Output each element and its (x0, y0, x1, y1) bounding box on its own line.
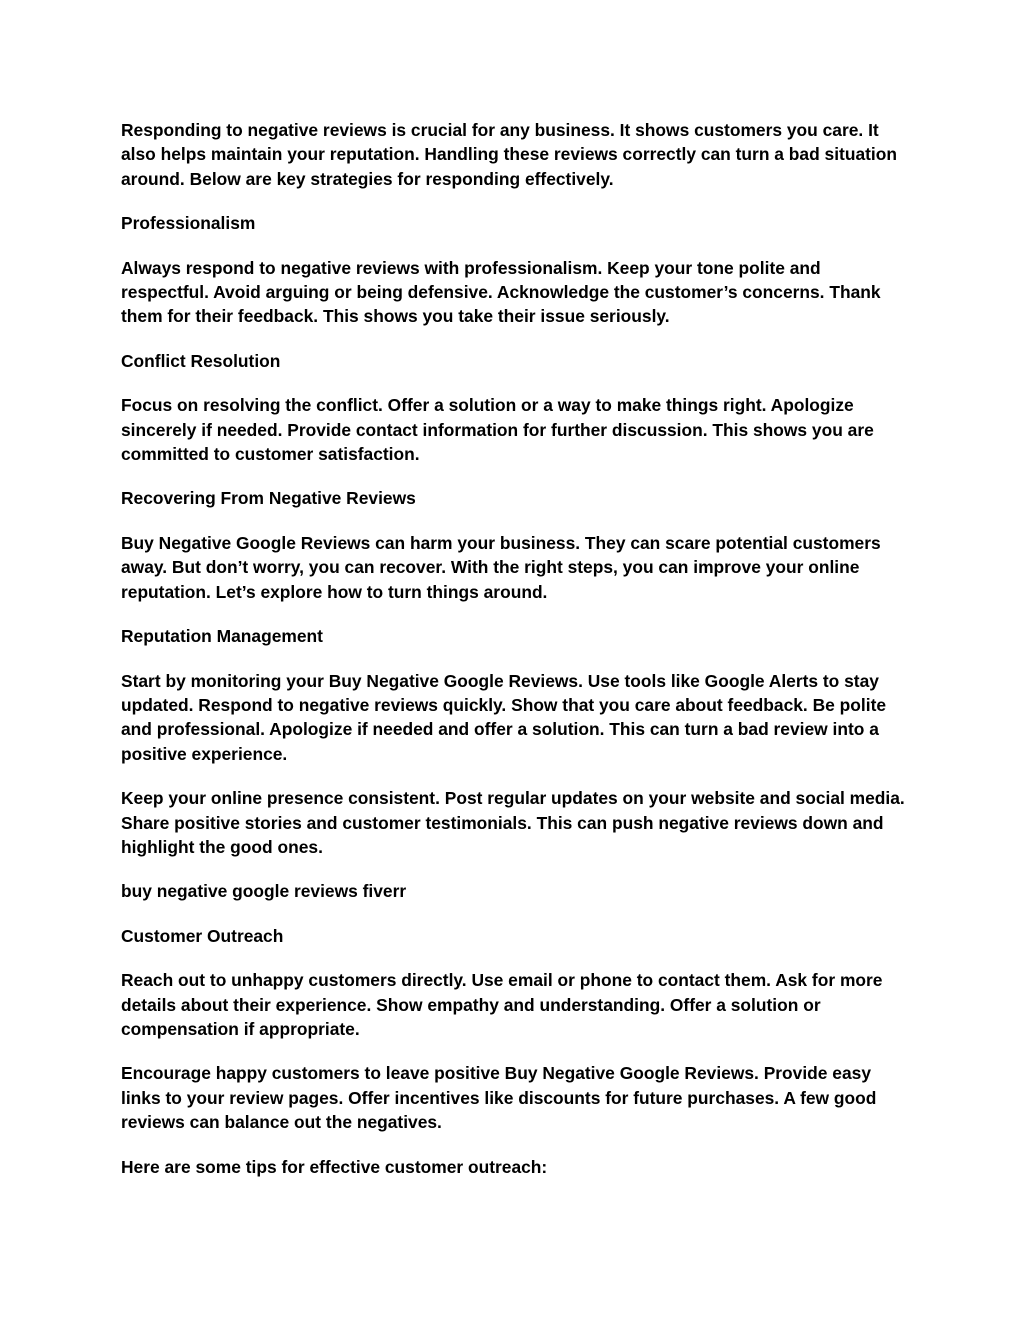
professionalism-paragraph: Always respond to negative reviews with professionalism. Keep your tone polite and respectful. Avoid arguing or being defensive. Acknowledge the customer’s concerns. Thank them for their feedback. This shows you take their issue seriously. (121, 257, 881, 327)
section-heading-reputation-management: Reputation Management (121, 626, 323, 647)
recovering-paragraph: Buy Negative Google Reviews can harm your business. They can scare potential customers away. But don’t worry, you can recover. With the right steps, you can improve your online reputation. Let’s explore how to turn things around. (121, 532, 881, 602)
intro-paragraph: Responding to negative reviews is crucial for any business. It shows customers you care. It also helps maintain your reputation. Handling these reviews correctly can turn a bad situation around. Below are key strategies for responding effectively. (121, 120, 897, 189)
section-heading-customer-outreach: Customer Outreach (121, 925, 284, 946)
customer-outreach-paragraph-1: Reach out to unhappy customers directly. Use email or phone to contact them. Ask for more details about their experience. Show empathy and understanding. Offer a solution or compensation if appropriate. (121, 970, 883, 1039)
section-heading-conflict-resolution: Conflict Resolution (121, 350, 281, 371)
document-body (121, 118, 906, 1199)
keyword-line: buy negative google reviews fiverr (121, 881, 407, 902)
section-heading-professionalism: Professionalism (121, 213, 256, 234)
reputation-management-paragraph-2: Keep your online presence consistent. Post regular updates on your website and social media. Share positive stories and customer testimonials. This can push negative reviews down and highlight the good ones. (121, 788, 905, 857)
outreach-tips-intro: Here are some tips for effective customer outreach: (121, 1156, 548, 1177)
section-heading-recovering: Recovering From Negative Reviews (121, 488, 416, 509)
conflict-resolution-paragraph: Focus on resolving the conflict. Offer a solution or a way to make things right. Apologize sincerely if needed. Provide contact information for further discussion. This shows you are committed to customer satisfaction. (121, 395, 874, 465)
reputation-management-paragraph-1: Start by monitoring your Buy Negative Google Reviews. Use tools like Google Alerts to stay updated. Respond to negative reviews quickly. Show that you care about feedback. Be polite and professional. Apologize if needed and offer a solution. This can turn a bad review into a positive experience. (121, 670, 887, 764)
customer-outreach-paragraph-2: Encourage happy customers to leave positive Buy Negative Google Reviews. Provide easy links to your review pages. Offer incentives like discounts for future purchases. A few good reviews can balance out the negatives. (121, 1063, 877, 1133)
